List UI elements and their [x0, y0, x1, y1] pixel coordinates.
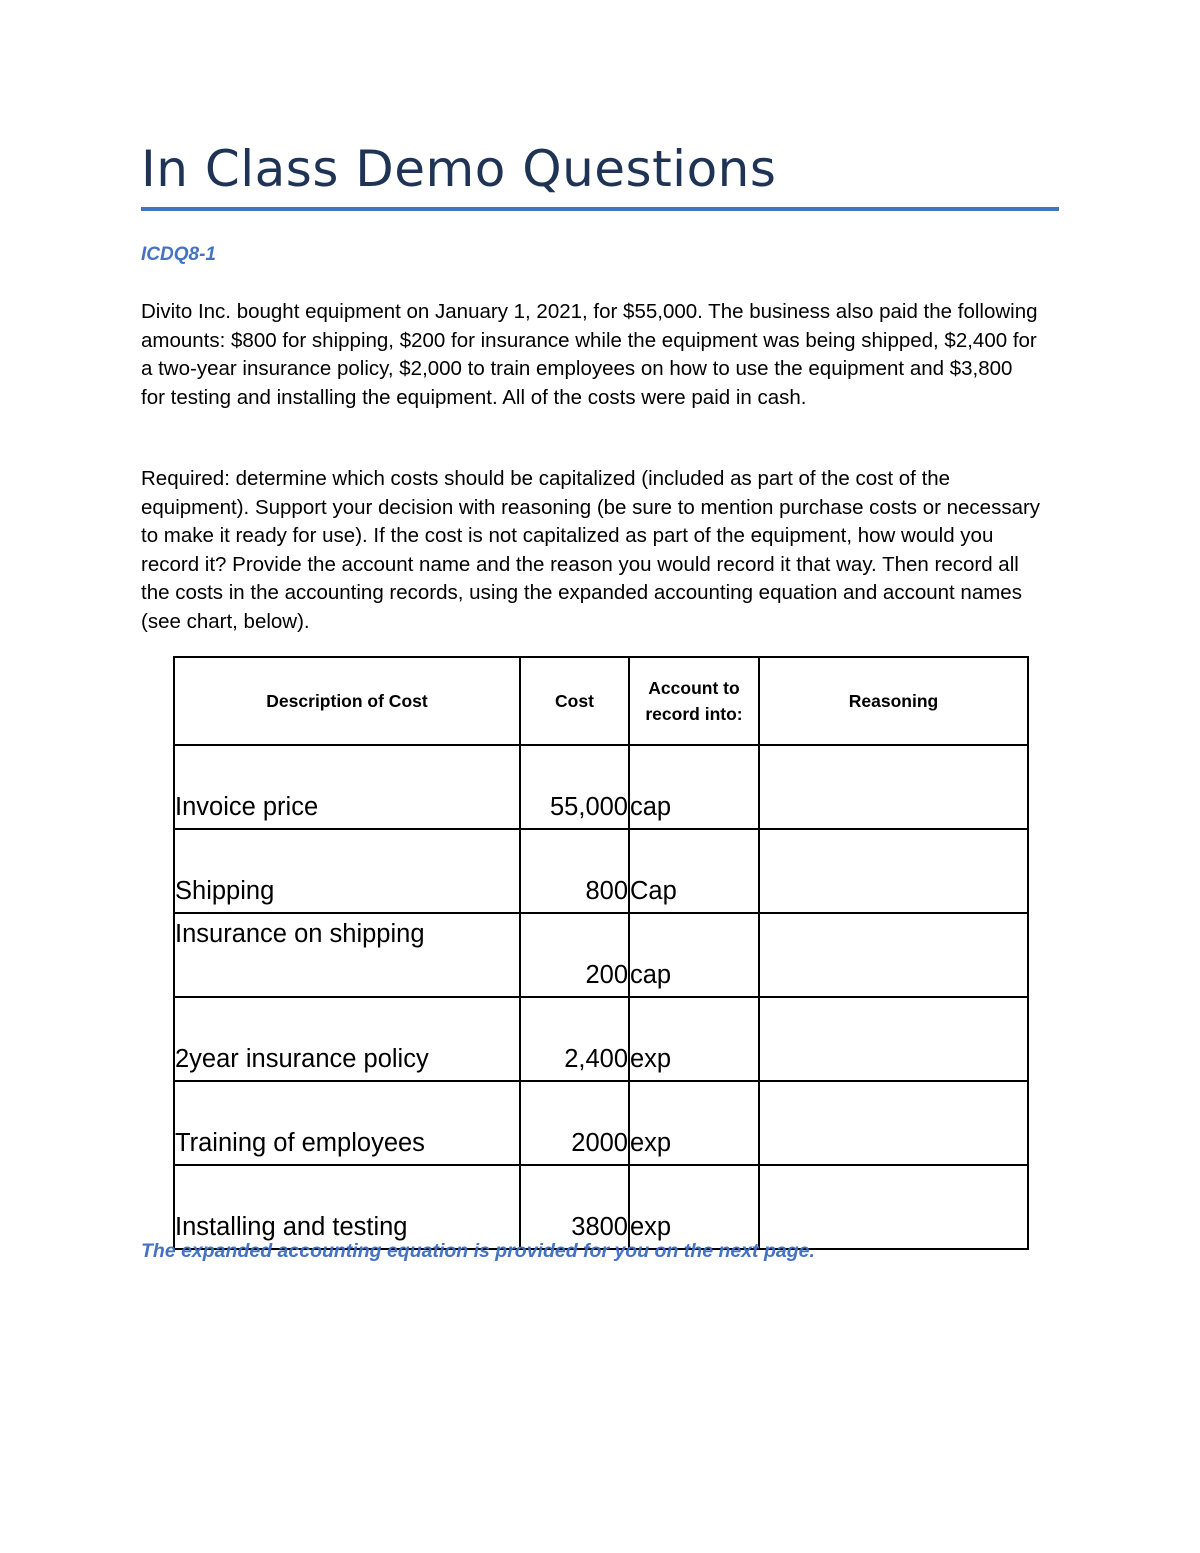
row-cost: 200	[520, 913, 629, 997]
header-account-line2: record into:	[645, 704, 743, 724]
table-row	[174, 997, 1028, 1081]
row-description: Invoice price	[174, 745, 520, 829]
required-paragraph: Required: determine which costs should be capitalized (included as part of the cost of the equipment). Support your decision with reasoning (be sure to mention purchase costs or necessary to make it ready for use). If the cost is not capitalized as part of the equipment, how would you record it? Provide the account name and the reason you would record it that way. Then record all the costs in the accounting records, using the expanded accounting equation and account names (see chart, below).	[141, 467, 1041, 633]
row-account: cap	[629, 913, 759, 997]
header-reasoning: Reasoning	[759, 657, 1028, 745]
row-cost: 3800	[520, 1165, 629, 1249]
row-description: Insurance on shipping	[174, 913, 520, 997]
question-id: ICDQ8-1	[141, 244, 216, 265]
row-reasoning[interactable]	[759, 1081, 1028, 1165]
row-description: Training of employees	[174, 1081, 520, 1165]
title-underline	[141, 207, 1059, 211]
table-row	[174, 745, 1028, 829]
table-row	[174, 913, 1028, 997]
row-cost: 2,400	[520, 997, 629, 1081]
problem-paragraph: Divito Inc. bought equipment on January 1, 2021, for $55,000. The business also paid the following amounts: $800 for shipping, $200 for insurance while the equipment was being shipped, $2,400 for a two-year insurance policy, $2,000 to train employees on how to use the equipment and $3,800 for testing and installing the equipment. All of the costs were paid in cash.	[141, 300, 1038, 409]
row-cost: 800	[520, 829, 629, 913]
table-row	[174, 1165, 1028, 1249]
footer-note: The expanded accounting equation is provided for you on the next page.	[141, 1240, 815, 1262]
row-account: exp	[629, 1165, 759, 1249]
row-account: exp	[629, 997, 759, 1081]
row-description: 2year insurance policy	[174, 997, 520, 1081]
cost-table	[173, 656, 1029, 1250]
table-row	[174, 829, 1028, 913]
page-title: In Class Demo Questions	[141, 140, 777, 198]
row-cost: 55,000	[520, 745, 629, 829]
row-description: Shipping	[174, 829, 520, 913]
row-description: Installing and testing	[174, 1165, 520, 1249]
header-account-line1: Account to	[648, 678, 740, 698]
row-reasoning[interactable]	[759, 913, 1028, 997]
row-account: cap	[629, 745, 759, 829]
row-account: Cap	[629, 829, 759, 913]
row-reasoning[interactable]	[759, 997, 1028, 1081]
header-cost: Cost	[520, 657, 629, 745]
header-description: Description of Cost	[174, 657, 520, 745]
row-account: exp	[629, 1081, 759, 1165]
row-reasoning[interactable]	[759, 1165, 1028, 1249]
header-account	[629, 657, 759, 745]
table-header-row	[174, 657, 1028, 745]
table-row	[174, 1081, 1028, 1165]
row-cost: 2000	[520, 1081, 629, 1165]
row-reasoning[interactable]	[759, 745, 1028, 829]
row-reasoning[interactable]	[759, 829, 1028, 913]
